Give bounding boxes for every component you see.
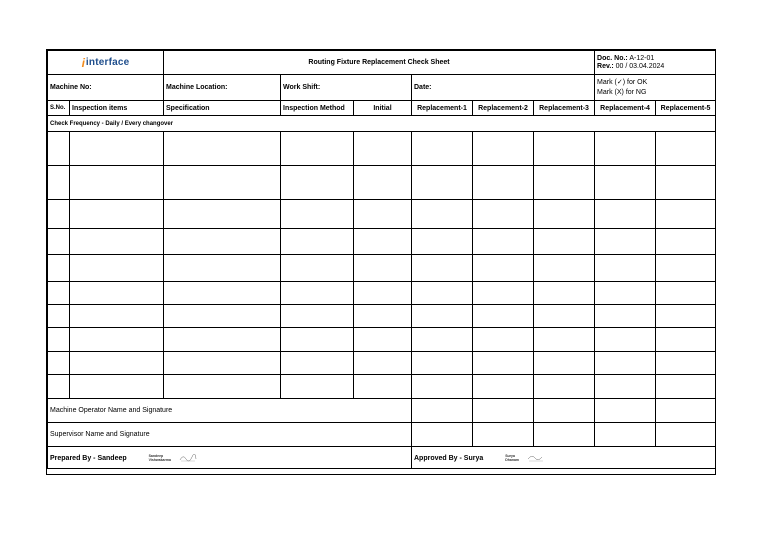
col-replacement-1: Replacement-1	[412, 101, 473, 116]
table-cell[interactable]	[473, 305, 534, 328]
mark-ok-text: Mark (✓) for OK	[597, 78, 648, 86]
table-row	[48, 328, 716, 352]
prepared-by-text: Prepared By - Sandeep	[50, 454, 127, 462]
table-cell[interactable]	[412, 352, 473, 375]
date-field[interactable]: Date:	[412, 75, 595, 101]
operator-sig-cell[interactable]	[656, 399, 716, 423]
col-replacement-4: Replacement-4	[595, 101, 656, 116]
table-cell[interactable]	[164, 229, 281, 255]
table-cell[interactable]	[281, 282, 354, 305]
col-specification: Specification	[164, 101, 281, 116]
table-cell[interactable]	[164, 328, 281, 352]
sheet-title: Routing Fixture Replacement Check Sheet	[164, 51, 595, 75]
table-cell[interactable]	[354, 166, 412, 200]
inspection-rows	[48, 132, 716, 399]
table-cell[interactable]	[354, 229, 412, 255]
table-cell[interactable]	[281, 200, 354, 229]
table-cell[interactable]	[164, 375, 281, 399]
footer-row	[48, 447, 716, 469]
table-cell[interactable]	[70, 166, 164, 200]
logo-text: interface	[85, 57, 130, 68]
col-inspection-method: Inspection Method	[281, 101, 354, 116]
operator-row	[48, 399, 716, 423]
table-cell[interactable]	[534, 200, 595, 229]
table-cell[interactable]	[281, 375, 354, 399]
table-cell[interactable]	[70, 328, 164, 352]
table-cell[interactable]	[595, 255, 656, 282]
table-cell[interactable]	[473, 328, 534, 352]
table-row	[48, 229, 716, 255]
table-cell[interactable]	[534, 352, 595, 375]
table-cell[interactable]	[164, 255, 281, 282]
table-cell[interactable]	[656, 229, 716, 255]
check-sheet	[46, 49, 716, 475]
table-cell[interactable]	[164, 132, 281, 166]
logo-mark-icon: i	[81, 55, 85, 70]
table-cell[interactable]	[473, 200, 534, 229]
approved-by-text: Approved By - Surya	[414, 454, 484, 462]
table-cell[interactable]	[412, 282, 473, 305]
table-cell[interactable]	[473, 352, 534, 375]
table-cell[interactable]	[412, 305, 473, 328]
table-cell[interactable]	[48, 200, 70, 229]
table-cell[interactable]	[412, 328, 473, 352]
machine-no-field[interactable]: Machine No:	[48, 75, 164, 101]
company-logo	[50, 56, 161, 70]
operator-sig-cell[interactable]	[595, 399, 656, 423]
table-row	[48, 166, 716, 200]
table-cell[interactable]	[534, 305, 595, 328]
table-cell[interactable]	[48, 328, 70, 352]
table-row	[48, 282, 716, 305]
table-cell[interactable]	[354, 375, 412, 399]
table-cell[interactable]	[48, 352, 70, 375]
table-cell[interactable]	[281, 166, 354, 200]
table-cell[interactable]	[412, 166, 473, 200]
table-cell[interactable]	[281, 352, 354, 375]
table-cell[interactable]	[656, 328, 716, 352]
table-cell[interactable]	[595, 229, 656, 255]
operator-signature-label: Machine Operator Name and Signature	[48, 399, 412, 423]
table-cell[interactable]	[656, 200, 716, 229]
table-cell[interactable]	[412, 200, 473, 229]
table-cell[interactable]	[595, 200, 656, 229]
table-cell[interactable]	[354, 352, 412, 375]
table-cell[interactable]	[70, 282, 164, 305]
table-cell[interactable]	[534, 255, 595, 282]
prepared-signature-stamp: Sandeep Vishwakarma	[148, 453, 171, 462]
doc-no-value: A-12-01	[629, 54, 655, 62]
table-cell[interactable]	[473, 375, 534, 399]
table-cell[interactable]	[473, 132, 534, 166]
table-cell[interactable]	[48, 282, 70, 305]
table-row	[48, 255, 716, 282]
prepared-by-cell	[48, 447, 412, 469]
check-frequency-row	[48, 116, 716, 132]
column-header-row	[48, 101, 716, 116]
table-cell[interactable]	[534, 132, 595, 166]
table-cell[interactable]	[281, 255, 354, 282]
table-cell[interactable]	[70, 352, 164, 375]
table-cell[interactable]	[48, 255, 70, 282]
supervisor-sig-cell[interactable]	[656, 423, 716, 447]
supervisor-signature-label: Supervisor Name and Signature	[48, 423, 412, 447]
col-replacement-5: Replacement-5	[656, 101, 716, 116]
rev-value: 00 / 03.04.2024	[615, 62, 665, 70]
table-cell[interactable]	[595, 305, 656, 328]
table-cell[interactable]	[48, 166, 70, 200]
table-cell[interactable]	[412, 375, 473, 399]
table-cell[interactable]	[656, 282, 716, 305]
col-replacement-2: Replacement-2	[473, 101, 534, 116]
table-cell[interactable]	[70, 255, 164, 282]
header-row	[48, 51, 716, 75]
check-sheet-table	[47, 50, 716, 469]
table-cell[interactable]	[281, 132, 354, 166]
table-cell[interactable]	[595, 352, 656, 375]
table-cell[interactable]	[281, 305, 354, 328]
doc-info	[595, 51, 716, 75]
table-cell[interactable]	[70, 305, 164, 328]
table-cell[interactable]	[595, 132, 656, 166]
table-cell[interactable]	[70, 229, 164, 255]
table-cell[interactable]	[412, 255, 473, 282]
table-cell[interactable]	[354, 328, 412, 352]
table-cell[interactable]	[354, 132, 412, 166]
table-cell[interactable]	[534, 229, 595, 255]
check-frequency-text: Check Frequency - Daily / Every changover	[48, 116, 716, 132]
table-cell[interactable]	[48, 375, 70, 399]
work-shift-field[interactable]: Work Shift:	[281, 75, 412, 101]
table-cell[interactable]	[164, 305, 281, 328]
table-cell[interactable]	[534, 282, 595, 305]
table-row	[48, 132, 716, 166]
operator-sig-cell[interactable]	[534, 399, 595, 423]
supervisor-sig-cell[interactable]	[473, 423, 534, 447]
table-cell[interactable]	[656, 352, 716, 375]
table-cell[interactable]	[354, 282, 412, 305]
table-cell[interactable]	[656, 375, 716, 399]
table-cell[interactable]	[354, 305, 412, 328]
prepared-signature-icon	[179, 454, 197, 462]
table-cell[interactable]	[534, 375, 595, 399]
table-cell[interactable]	[70, 200, 164, 229]
table-row	[48, 352, 716, 375]
supervisor-sig-cell[interactable]	[412, 423, 473, 447]
table-cell[interactable]	[656, 166, 716, 200]
table-cell[interactable]	[48, 305, 70, 328]
table-cell[interactable]	[164, 352, 281, 375]
marking-legend	[595, 75, 716, 101]
table-row	[48, 200, 716, 229]
col-inspection-items: Inspection items	[70, 101, 164, 116]
machine-location-field[interactable]: Machine Location:	[164, 75, 281, 101]
table-row	[48, 305, 716, 328]
col-initial: Initial	[354, 101, 412, 116]
approved-signature-icon	[527, 454, 545, 462]
table-cell[interactable]	[473, 255, 534, 282]
col-sno: S.No.	[48, 101, 70, 116]
table-cell[interactable]	[281, 229, 354, 255]
table-cell[interactable]	[164, 200, 281, 229]
table-cell[interactable]	[281, 328, 354, 352]
doc-no-label: Doc. No.:	[597, 54, 628, 62]
col-replacement-3: Replacement-3	[534, 101, 595, 116]
mark-ng-text: Mark (X) for NG	[597, 88, 647, 96]
operator-sig-cell[interactable]	[412, 399, 473, 423]
table-cell[interactable]	[595, 375, 656, 399]
table-cell[interactable]	[595, 282, 656, 305]
table-cell[interactable]	[164, 282, 281, 305]
table-cell[interactable]	[354, 200, 412, 229]
table-cell[interactable]	[595, 328, 656, 352]
approved-by-cell	[412, 447, 716, 469]
rev-label: Rev.:	[597, 62, 614, 70]
table-cell[interactable]	[412, 229, 473, 255]
table-cell[interactable]	[473, 282, 534, 305]
table-cell[interactable]	[595, 166, 656, 200]
table-cell[interactable]	[70, 132, 164, 166]
approved-signature-stamp: Surya Dhanam	[505, 453, 520, 462]
table-cell[interactable]	[412, 132, 473, 166]
supervisor-row	[48, 423, 716, 447]
table-cell[interactable]	[656, 132, 716, 166]
table-cell[interactable]	[534, 328, 595, 352]
logo-cell	[48, 51, 164, 75]
table-cell[interactable]	[48, 132, 70, 166]
table-cell[interactable]	[48, 229, 70, 255]
table-cell[interactable]	[473, 229, 534, 255]
info-row	[48, 75, 716, 101]
table-cell[interactable]	[534, 166, 595, 200]
operator-sig-cell[interactable]	[473, 399, 534, 423]
table-cell[interactable]	[354, 255, 412, 282]
supervisor-sig-cell[interactable]	[595, 423, 656, 447]
table-cell[interactable]	[70, 375, 164, 399]
table-cell[interactable]	[656, 305, 716, 328]
table-cell[interactable]	[473, 166, 534, 200]
table-row	[48, 375, 716, 399]
table-cell[interactable]	[164, 166, 281, 200]
supervisor-sig-cell[interactable]	[534, 423, 595, 447]
table-cell[interactable]	[656, 255, 716, 282]
